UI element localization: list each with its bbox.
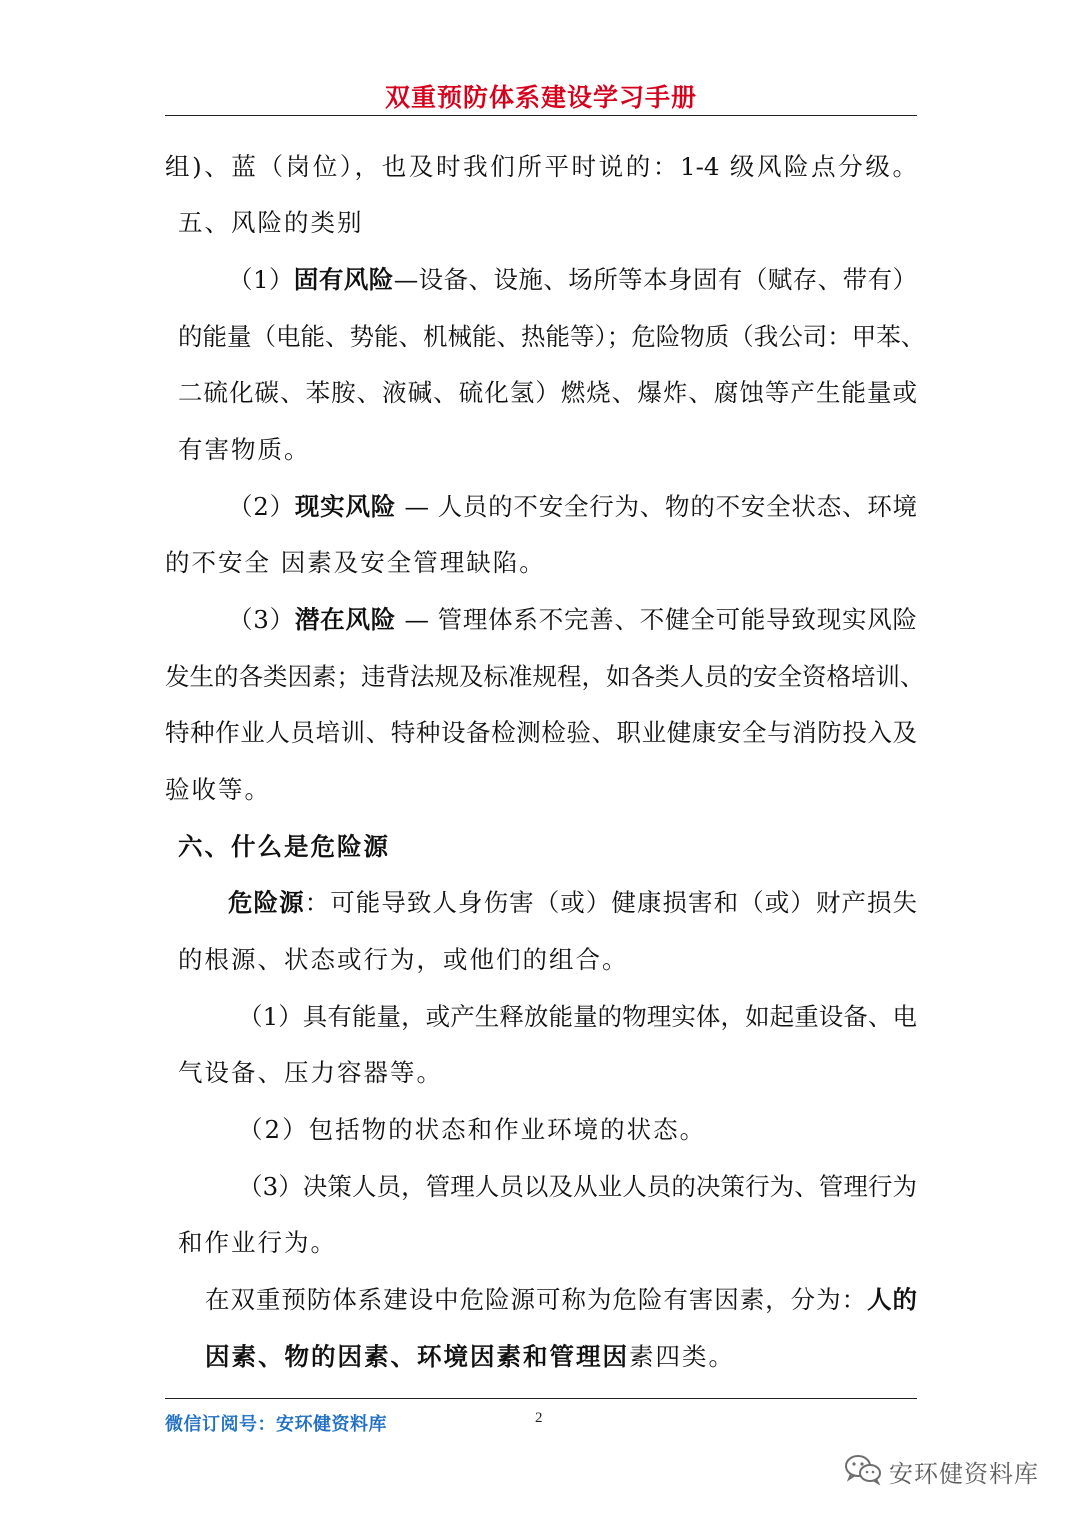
text-line: [178, 1056, 443, 1090]
header-divider: [165, 115, 917, 116]
text-segment: —设备、设施、场所等本身固有（赋存、带有）: [393, 265, 918, 294]
text-line: [165, 716, 917, 750]
text-line: [178, 206, 364, 240]
text-line: [228, 886, 917, 920]
bold-term: 人的: [867, 1285, 918, 1314]
text-line: [178, 376, 917, 410]
page-header-title: 双重预防体系建设学习手册: [384, 83, 697, 112]
text-line: [205, 1283, 917, 1317]
text-segment: 二硫化碳、苯胺、液碱、硫化氢）燃烧、爆炸、腐蚀等产生能量或: [178, 378, 917, 407]
text-segment: — 管理体系不完善、不健全可能导致现实风险: [396, 605, 918, 634]
page-number: 2: [535, 1410, 543, 1426]
text-line: [228, 490, 917, 524]
text-line: [178, 830, 390, 864]
text-line: [238, 1000, 917, 1034]
text-segment: 五、风险的类别: [178, 208, 364, 237]
text-segment: 发生的各类因素；违背法规及标准规程，如各类人员的安全资格培训、: [165, 662, 925, 691]
text-line: [238, 1113, 706, 1147]
text-segment: 气设备、压力容器等。: [178, 1058, 443, 1087]
bold-term: 固有风险: [293, 265, 394, 294]
text-segment: 验收等。: [165, 775, 271, 804]
bold-term: 危险源: [228, 888, 305, 917]
text-segment: 的根源、状态或行为，或他们的组合。: [178, 945, 629, 974]
text-segment: — 人员的不安全行为、物的不安全状态、环境: [396, 492, 918, 521]
text-line: [165, 150, 917, 184]
text-segment: （3）: [228, 605, 295, 634]
text-line: [228, 263, 917, 297]
text-segment: （1）具有能量，或产生释放能量的物理实体，如起重设备、电: [238, 1002, 917, 1031]
text-segment: 特种作业人员培训、特种设备检测检验、职业健康安全与消防投入及: [165, 718, 917, 747]
bold-term: 六、什么是危险源: [178, 832, 390, 861]
text-segment: （1）: [228, 265, 294, 294]
text-line: [165, 546, 546, 580]
text-line: [238, 1170, 917, 1204]
text-segment: 和作业行为。: [178, 1228, 337, 1257]
text-segment: （3）决策人员，管理人员以及从业人员的决策行为、管理行为: [238, 1172, 917, 1201]
text-segment: 的不安全 因素及安全管理缺陷。: [165, 548, 546, 577]
text-line: [228, 603, 917, 637]
text-segment: 在双重预防体系建设中危险源可称为危险有害因素，分为：: [205, 1285, 868, 1314]
text-segment: ：可能导致人身伤害（或）健康损害和（或）财产损失: [304, 888, 918, 917]
text-line: [178, 943, 629, 977]
bold-term: 现实风险: [294, 492, 396, 521]
text-line: [178, 320, 926, 354]
text-line: [165, 773, 271, 807]
text-line: [165, 660, 925, 694]
bold-term: 潜在风险: [294, 605, 396, 634]
text-segment: （2）包括物的状态和作业环境的状态。: [238, 1115, 707, 1144]
footer-subscription: 微信订阅号：安环健资料库: [165, 1414, 387, 1435]
watermark-label: 安环健资料库: [889, 1459, 1039, 1488]
footer-divider: [165, 1398, 917, 1399]
text-line: [178, 433, 311, 467]
text-segment: 有害物质。: [178, 435, 311, 464]
wechat-icon: [843, 1452, 883, 1490]
text-segment: （2）: [228, 492, 295, 521]
text-segment: 素四类。: [629, 1342, 735, 1371]
text-segment: 的能量（电能、势能、机械能、热能等）；危险物质（我公司：甲苯、: [178, 322, 926, 351]
text-line: [205, 1340, 735, 1374]
watermark: [843, 1453, 1039, 1489]
text-segment: 组)、蓝（岗位），也及时我们所平时说的：1-4 级风险点分级。: [165, 152, 917, 181]
bold-term: 因素、物的因素、环境因素和管理因: [205, 1342, 629, 1371]
text-line: [178, 1226, 337, 1260]
